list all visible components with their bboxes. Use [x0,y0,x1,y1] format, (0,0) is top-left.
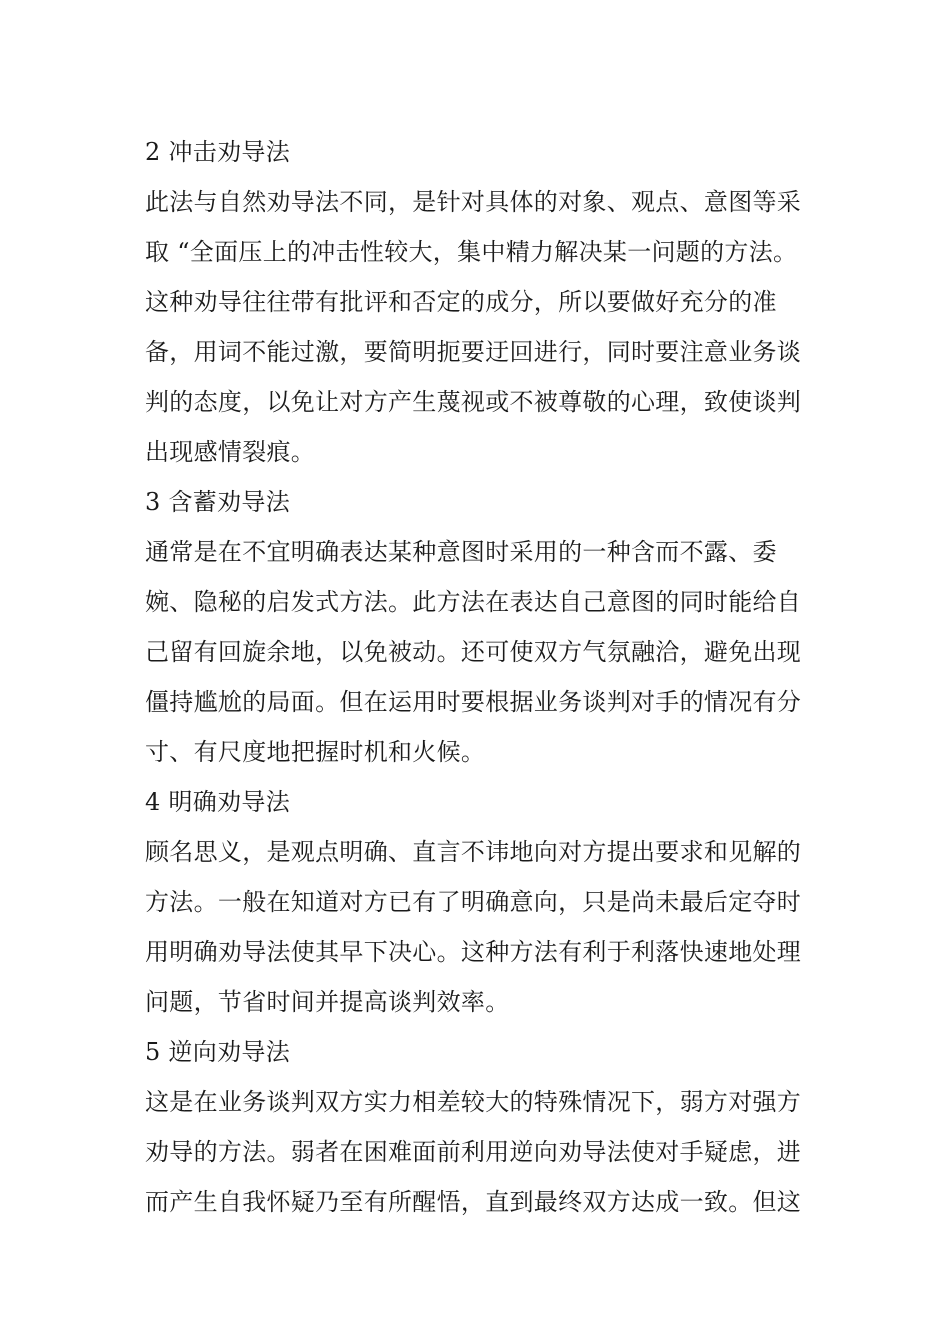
paragraph-line: 判的态度，以免让对方产生蔑视或不被尊敬的心理，致使谈判 [145,388,802,416]
section-heading: 2 冲击劝导法 [145,138,290,166]
paragraph-line: 寸、有尺度地把握时机和火候。 [145,738,486,766]
paragraph-line: 这种劝导往往带有批评和否定的成分，所以要做好充分的准 [145,288,777,316]
paragraph-line: 用明确劝导法使其早下决心。这种方法有利于利落快速地处理 [145,938,802,966]
paragraph-line: 而产生自我怀疑乃至有所醒悟，直到最终双方达成一致。但这 [145,1188,802,1216]
paragraph-line: 通常是在不宜明确表达某种意图时采用的一种含而不露、委 [145,538,777,566]
section-heading: 4 明确劝导法 [145,788,290,816]
paragraph-line: 顾名思义，是观点明确、直言不讳地向对方提出要求和见解的 [145,838,802,866]
paragraph-line: 己留有回旋余地，以免被动。还可使双方气氛融洽，避免出现 [145,638,802,666]
paragraph-line: 劝导的方法。弱者在困难面前利用逆向劝导法使对手疑虑，进 [145,1138,802,1166]
paragraph-line: 备，用词不能过激，要简明扼要迂回进行，同时要注意业务谈 [145,338,802,366]
paragraph-line: 取 “全面压上的冲击性较大，集中精力解决某一问题的方法。 [145,238,798,266]
paragraph-line: 僵持尴尬的局面。但在运用时要根据业务谈判对手的情况有分 [145,688,802,716]
paragraph-line: 这是在业务谈判双方实力相差较大的特殊情况下，弱方对强方 [145,1088,802,1116]
paragraph-line: 出现感情裂痕。 [145,438,316,466]
section-heading: 5 逆向劝导法 [145,1038,290,1066]
paragraph-line: 问题，节省时间并提高谈判效率。 [145,988,510,1016]
paragraph-line: 方法。一般在知道对方已有了明确意向，只是尚未最后定夺时 [145,888,802,916]
paragraph-line: 此法与自然劝导法不同，是针对具体的对象、观点、意图等采 [145,188,802,216]
section-heading: 3 含蓄劝导法 [145,488,290,516]
paragraph-line: 婉、隐秘的启发式方法。此方法在表达自己意图的同时能给自 [145,588,802,616]
